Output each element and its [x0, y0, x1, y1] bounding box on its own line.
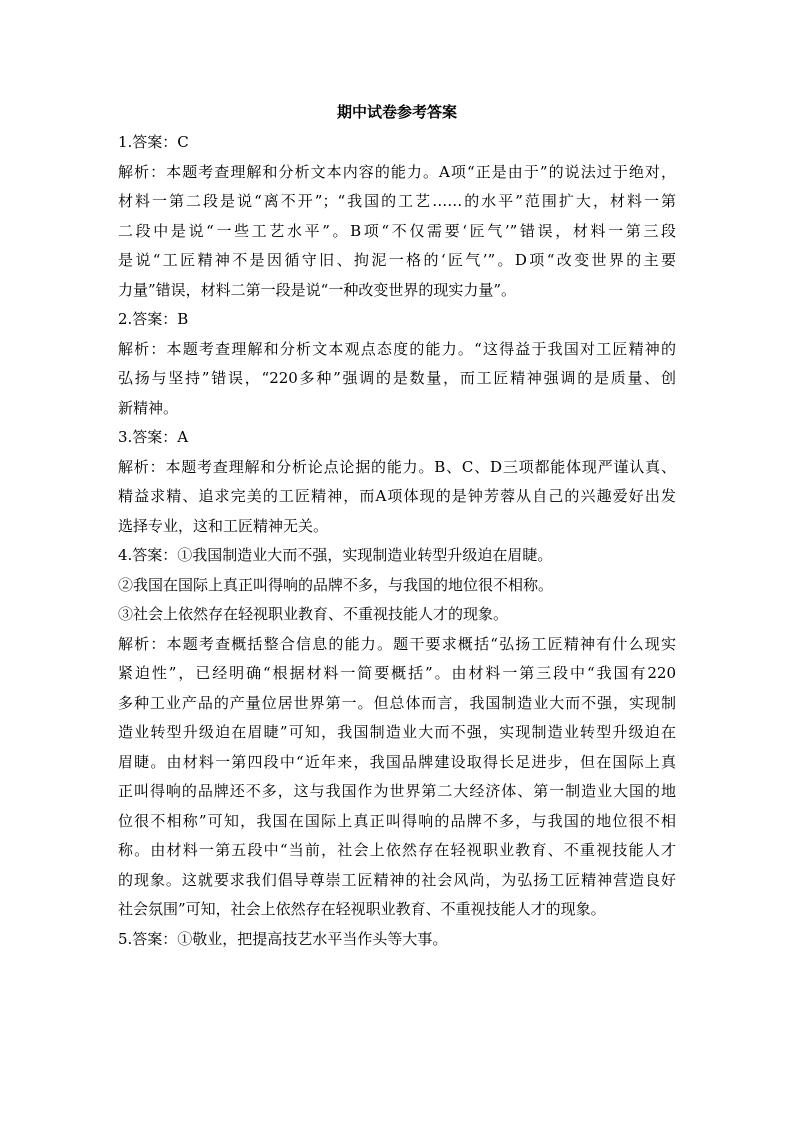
text-line: 3.答案：A — [118, 428, 189, 446]
text-line: 的现象。这就要求我们倡导尊崇工匠精神的社会风尚，为弘扬工匠精神营造良好 — [118, 870, 676, 889]
answer-document — [118, 98, 676, 954]
text-line: 4.答案：①我国制造业大而不强，实现制造业转型升级迫在眉睫。 — [118, 546, 553, 564]
text-line: 位很不相称”可知，我国在国际上真正叫得响的品牌不多，与我国的地位很不相 — [118, 811, 676, 830]
text-line: 紧迫性”，已经明确“根据材料一简要概括”。由材料一第三段中“我国有220 — [118, 664, 676, 682]
document-title: 期中试卷参考答案 — [336, 103, 457, 121]
text-line: 精益求精、追求完美的工匠精神，而A项体现的是钟芳蓉从自己的兴趣爱好出发 — [118, 487, 676, 505]
text-line: 多种工业产品的产量位居世界第一。但总体而言，我国制造业大而不强，实现制 — [118, 693, 676, 712]
text-line: 是说“工匠精神不是因循守旧、拘泥一格的‘匠气’”。D项“改变世界的主要 — [118, 251, 676, 269]
text-line: 5.答案：①敬业，把提高技艺水平当作头等大事。 — [118, 929, 448, 948]
text-line: 弘扬与坚持”错误，“220多种”强调的是数量，而工匠精神强调的是质量、创 — [118, 369, 676, 387]
text-line: 二段中是说“一些工艺水平”。B项“不仅需要‘匠气’”错误，材料一第三段 — [118, 221, 676, 240]
answer-text-body — [118, 128, 676, 954]
text-line: 正叫得响的品牌还不多，这与我国作为世界第二大经济体、第一制造业大国的地 — [118, 782, 676, 800]
text-line: 解析：本题考查理解和分析文本内容的能力。A项“正是由于”的说法过于绝对， — [118, 162, 676, 181]
text-line: ②我国在国际上真正叫得响的品牌不多，与我国的地位很不相称。 — [118, 575, 554, 594]
text-line: 1.答案：C — [118, 133, 189, 151]
text-line: 解析：本题考查概括整合信息的能力。题干要求概括“弘扬工匠精神有什么现实 — [118, 634, 676, 653]
text-line: ③社会上依然存在轻视职业教育、不重视技能人才的现象。 — [118, 605, 509, 623]
text-line: 2.答案：B — [118, 310, 189, 328]
text-line: 社会氛围”可知，社会上依然存在轻视职业教育、不重视技能人才的现象。 — [118, 900, 606, 918]
text-line: 材料一第二段是说“离不开”；“我国的工艺……的水平”范围扩大，材料一第 — [118, 192, 676, 210]
text-line: 力量”错误，材料二第一段是说“一种改变世界的现实力量”。 — [118, 280, 517, 299]
text-line: 选择专业，这和工匠精神无关。 — [118, 516, 329, 535]
text-line: 解析：本题考查理解和分析文本观点态度的能力。“这得益于我国对工匠精神的 — [118, 339, 676, 358]
text-line: 称。由材料一第五段中“当前，社会上依然存在轻视职业教育、不重视技能人才 — [118, 841, 676, 859]
text-line: 眉睫。由材料一第四段中“近年来，我国品牌建设取得长足进步，但在国际上真 — [118, 752, 676, 771]
text-line: 造业转型升级迫在眉睫”可知，我国制造业大而不强，实现制造业转型升级迫在 — [118, 723, 676, 741]
text-line: 新精神。 — [118, 398, 179, 417]
text-line: 解析：本题考查理解和分析论点论据的能力。B、C、D三项都能体现严谨认真、 — [118, 457, 676, 476]
